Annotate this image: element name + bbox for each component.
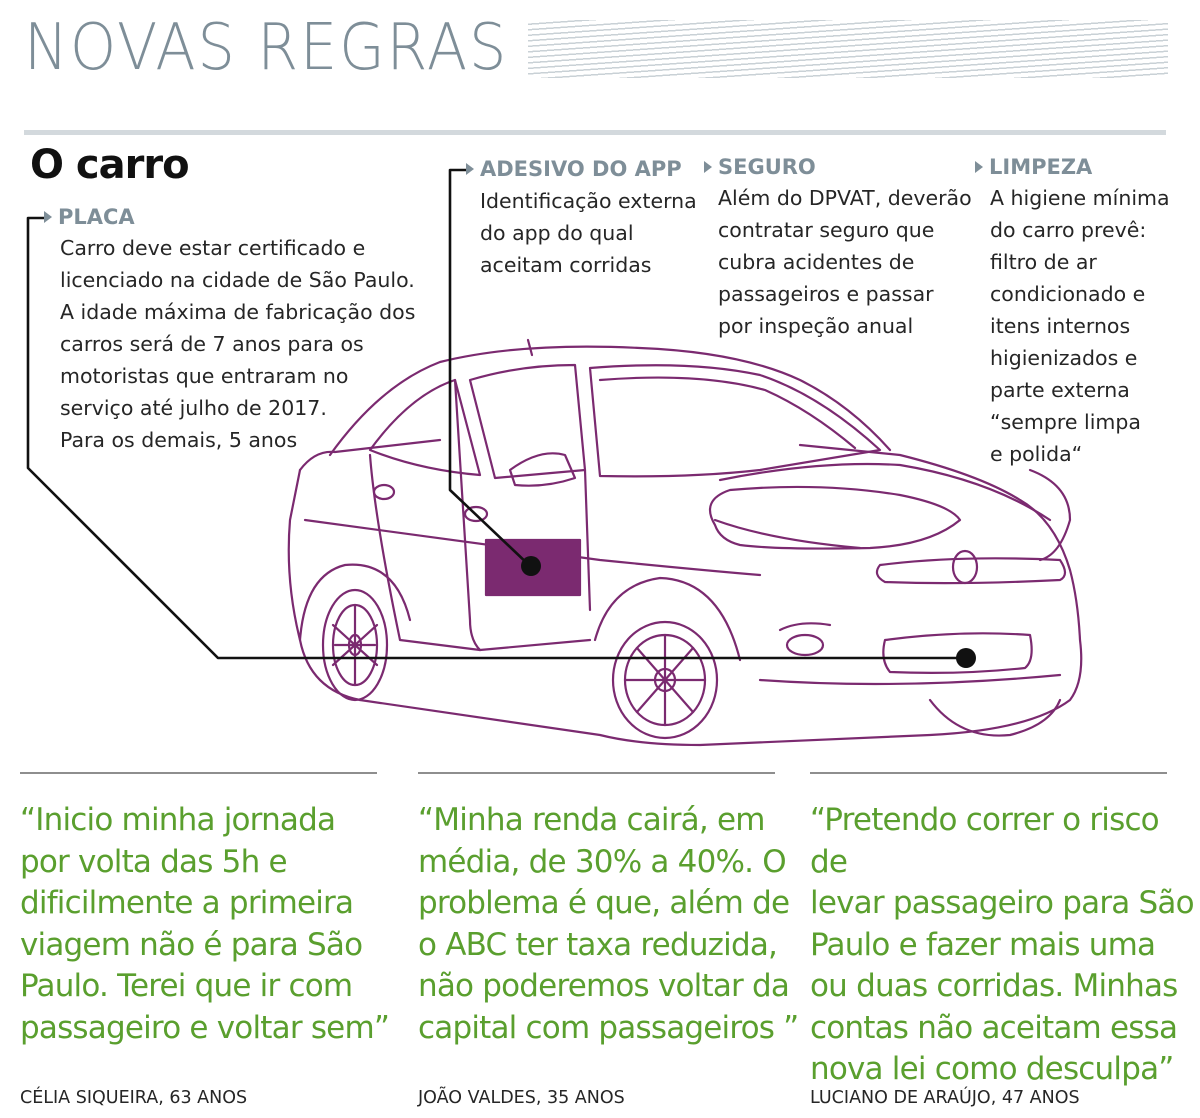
arrow-icon bbox=[975, 161, 983, 173]
arrow-icon bbox=[466, 163, 474, 175]
quote-text: “Minha renda cairá, em média, de 30% a 40%. O problema é que, além de o ABC ter taxa reduzida, não poderemos voltar da capital com passageiros ” bbox=[418, 802, 799, 1046]
quote-author: LUCIANO DE ARAÚJO, 47 ANOS bbox=[810, 1088, 1080, 1108]
quote-author: JOÃO VALDES, 35 ANOS bbox=[418, 1088, 625, 1108]
note-heading-label: PLACA bbox=[58, 205, 135, 229]
note-body-adesivo: Identificação externa do app do qual aceitam corridas bbox=[480, 189, 697, 277]
arrow-icon bbox=[704, 161, 712, 173]
note-heading-seguro bbox=[704, 155, 816, 179]
quote-text: “Inicio minha jornada por volta das 5h e dificilmente a primeira viagem não é para São Paulo. Terei que ir com passageiro e voltar sem” bbox=[20, 802, 390, 1046]
quote-divider bbox=[20, 772, 377, 774]
quote-divider bbox=[810, 772, 1167, 774]
quote-divider bbox=[418, 772, 775, 774]
page-title: NOVAS REGRAS bbox=[24, 11, 509, 85]
section-title: O carro bbox=[30, 142, 189, 188]
quote-author: CÉLIA SIQUEIRA, 63 ANOS bbox=[20, 1088, 248, 1108]
note-heading-placa bbox=[44, 205, 135, 229]
note-heading-label: LIMPEZA bbox=[989, 155, 1093, 179]
note-heading-label: SEGURO bbox=[718, 155, 816, 179]
arrow-icon bbox=[44, 211, 52, 223]
note-body-limpeza: A higiene mínima do carro prevê: filtro de ar condicionado e itens internos higienizados e parte externa “sempre limpa e polida“ bbox=[990, 186, 1170, 466]
note-body-placa: Carro deve estar certificado e licenciado na cidade de São Paulo. A idade máxima de fabricação dos carros será de 7 anos para os motoristas que entraram no serviço até julho de 2017. Para os demais, 5 anos bbox=[60, 236, 416, 452]
note-heading-adesivo bbox=[466, 157, 682, 181]
quote-text: “Pretendo correr o risco de levar passageiro para São Paulo e fazer mais uma ou duas corridas. Minhas contas não aceitam essa nova lei como desculpa” bbox=[810, 802, 1194, 1087]
note-heading-limpeza bbox=[975, 155, 1092, 179]
note-heading-label: ADESIVO DO APP bbox=[480, 157, 682, 181]
note-body-seguro: Além do DPVAT, deverão contratar seguro que cubra acidentes de passageiros e passar por inspeção anual bbox=[718, 186, 972, 338]
